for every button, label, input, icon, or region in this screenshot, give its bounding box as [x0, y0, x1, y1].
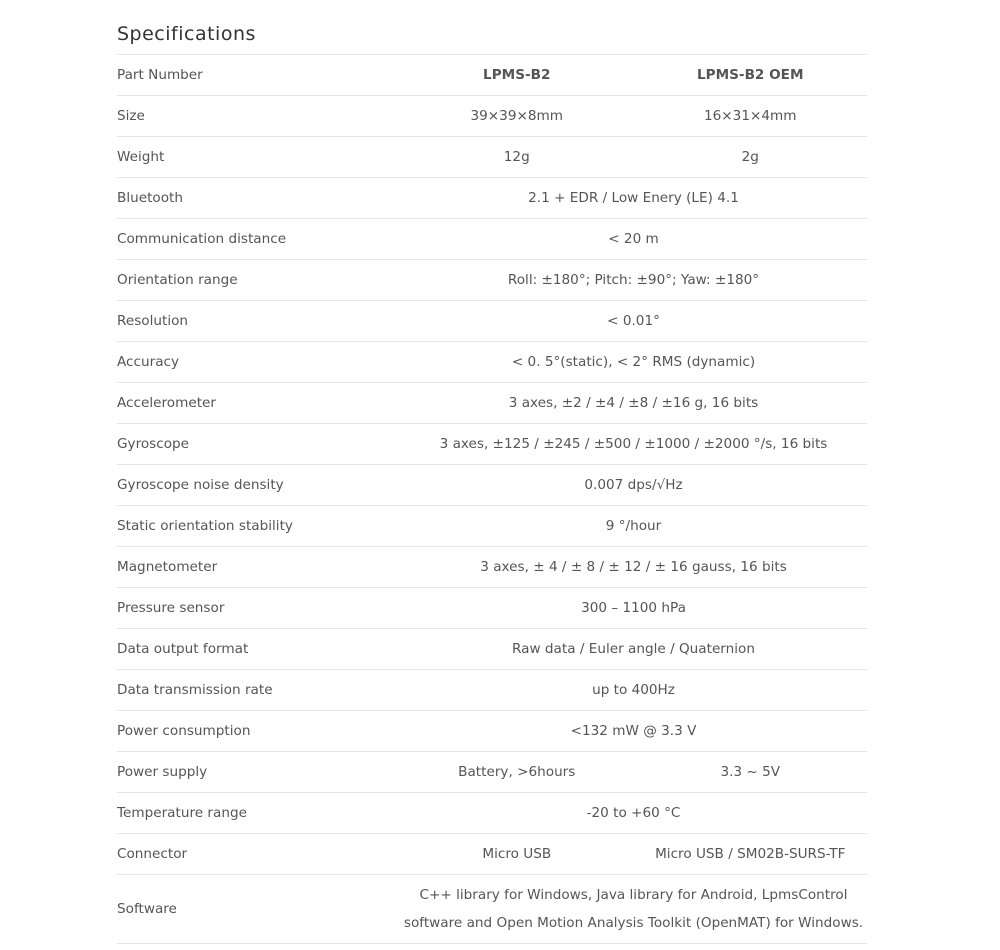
column-header: LPMS-B2 OEM	[634, 55, 868, 96]
spec-value: Micro USB	[400, 834, 634, 875]
spec-label: Static orientation stability	[117, 506, 400, 547]
spec-row	[117, 260, 867, 301]
spec-row	[117, 875, 867, 944]
spec-label: Power supply	[117, 752, 400, 793]
spec-value: Battery, >6hours	[400, 752, 634, 793]
spec-row	[117, 793, 867, 834]
spec-row	[117, 588, 867, 629]
spec-row	[117, 424, 867, 465]
spec-value: < 0.01°	[400, 301, 867, 342]
spec-row	[117, 178, 867, 219]
spec-row	[117, 752, 867, 793]
spec-row	[117, 711, 867, 752]
spec-label: Communication distance	[117, 219, 400, 260]
spec-value: < 0. 5°(static), < 2° RMS (dynamic)	[400, 342, 867, 383]
spec-label: Pressure sensor	[117, 588, 400, 629]
spec-row	[117, 670, 867, 711]
spec-label: Accuracy	[117, 342, 400, 383]
spec-row	[117, 506, 867, 547]
spec-row	[117, 219, 867, 260]
spec-label: Gyroscope	[117, 424, 400, 465]
spec-value: 9 °/hour	[400, 506, 867, 547]
spec-value: 3.3 ~ 5V	[634, 752, 868, 793]
spec-row	[117, 96, 867, 137]
spec-value: Roll: ±180°; Pitch: ±90°; Yaw: ±180°	[400, 260, 867, 301]
spec-value: Raw data / Euler angle / Quaternion	[400, 629, 867, 670]
spec-row	[117, 547, 867, 588]
column-header: LPMS-B2	[400, 55, 634, 96]
spec-row	[117, 137, 867, 178]
spec-label: Software	[117, 875, 400, 944]
spec-row	[117, 301, 867, 342]
spec-label: Power consumption	[117, 711, 400, 752]
spec-value: 3 axes, ±2 / ±4 / ±8 / ±16 g, 16 bits	[400, 383, 867, 424]
spec-value: up to 400Hz	[400, 670, 867, 711]
spec-value: 39×39×8mm	[400, 96, 634, 137]
spec-row	[117, 629, 867, 670]
spec-label: Orientation range	[117, 260, 400, 301]
spec-value: Micro USB / SM02B-SURS-TF	[634, 834, 868, 875]
spec-value: 12g	[400, 137, 634, 178]
spec-value: 3 axes, ±125 / ±245 / ±500 / ±1000 / ±2000 °/s, 16 bits	[400, 424, 867, 465]
spec-row	[117, 55, 867, 96]
spec-value: 3 axes, ± 4 / ± 8 / ± 12 / ± 16 gauss, 16 bits	[400, 547, 867, 588]
spec-value	[400, 875, 867, 944]
specifications-table-body	[117, 55, 867, 944]
spec-value: 300 – 1100 hPa	[400, 588, 867, 629]
spec-label: Part Number	[117, 55, 400, 96]
spec-label: Connector	[117, 834, 400, 875]
page-title: Specifications	[117, 23, 256, 45]
spec-value-line: C++ library for Windows, Java library for Android, LpmsControl	[419, 887, 848, 903]
spec-row	[117, 465, 867, 506]
spec-value: 0.007 dps/√Hz	[400, 465, 867, 506]
spec-label: Temperature range	[117, 793, 400, 834]
spec-label: Data transmission rate	[117, 670, 400, 711]
spec-value: < 20 m	[400, 219, 867, 260]
spec-value: 16×31×4mm	[634, 96, 868, 137]
spec-row	[117, 342, 867, 383]
spec-label: Weight	[117, 137, 400, 178]
spec-row	[117, 383, 867, 424]
spec-row	[117, 834, 867, 875]
spec-label: Bluetooth	[117, 178, 400, 219]
spec-value: -20 to +60 °C	[400, 793, 867, 834]
spec-label: Data output format	[117, 629, 400, 670]
spec-value: 2.1 + EDR / Low Enery (LE) 4.1	[400, 178, 867, 219]
specifications-section	[117, 0, 867, 944]
specifications-table	[117, 54, 867, 944]
spec-label: Gyroscope noise density	[117, 465, 400, 506]
spec-label: Resolution	[117, 301, 400, 342]
spec-label: Magnetometer	[117, 547, 400, 588]
spec-value: 2g	[634, 137, 868, 178]
spec-value: <132 mW @ 3.3 V	[400, 711, 867, 752]
spec-label: Accelerometer	[117, 383, 400, 424]
spec-label: Size	[117, 96, 400, 137]
spec-value-line: software and Open Motion Analysis Toolkit (OpenMAT) for Windows.	[403, 915, 864, 931]
